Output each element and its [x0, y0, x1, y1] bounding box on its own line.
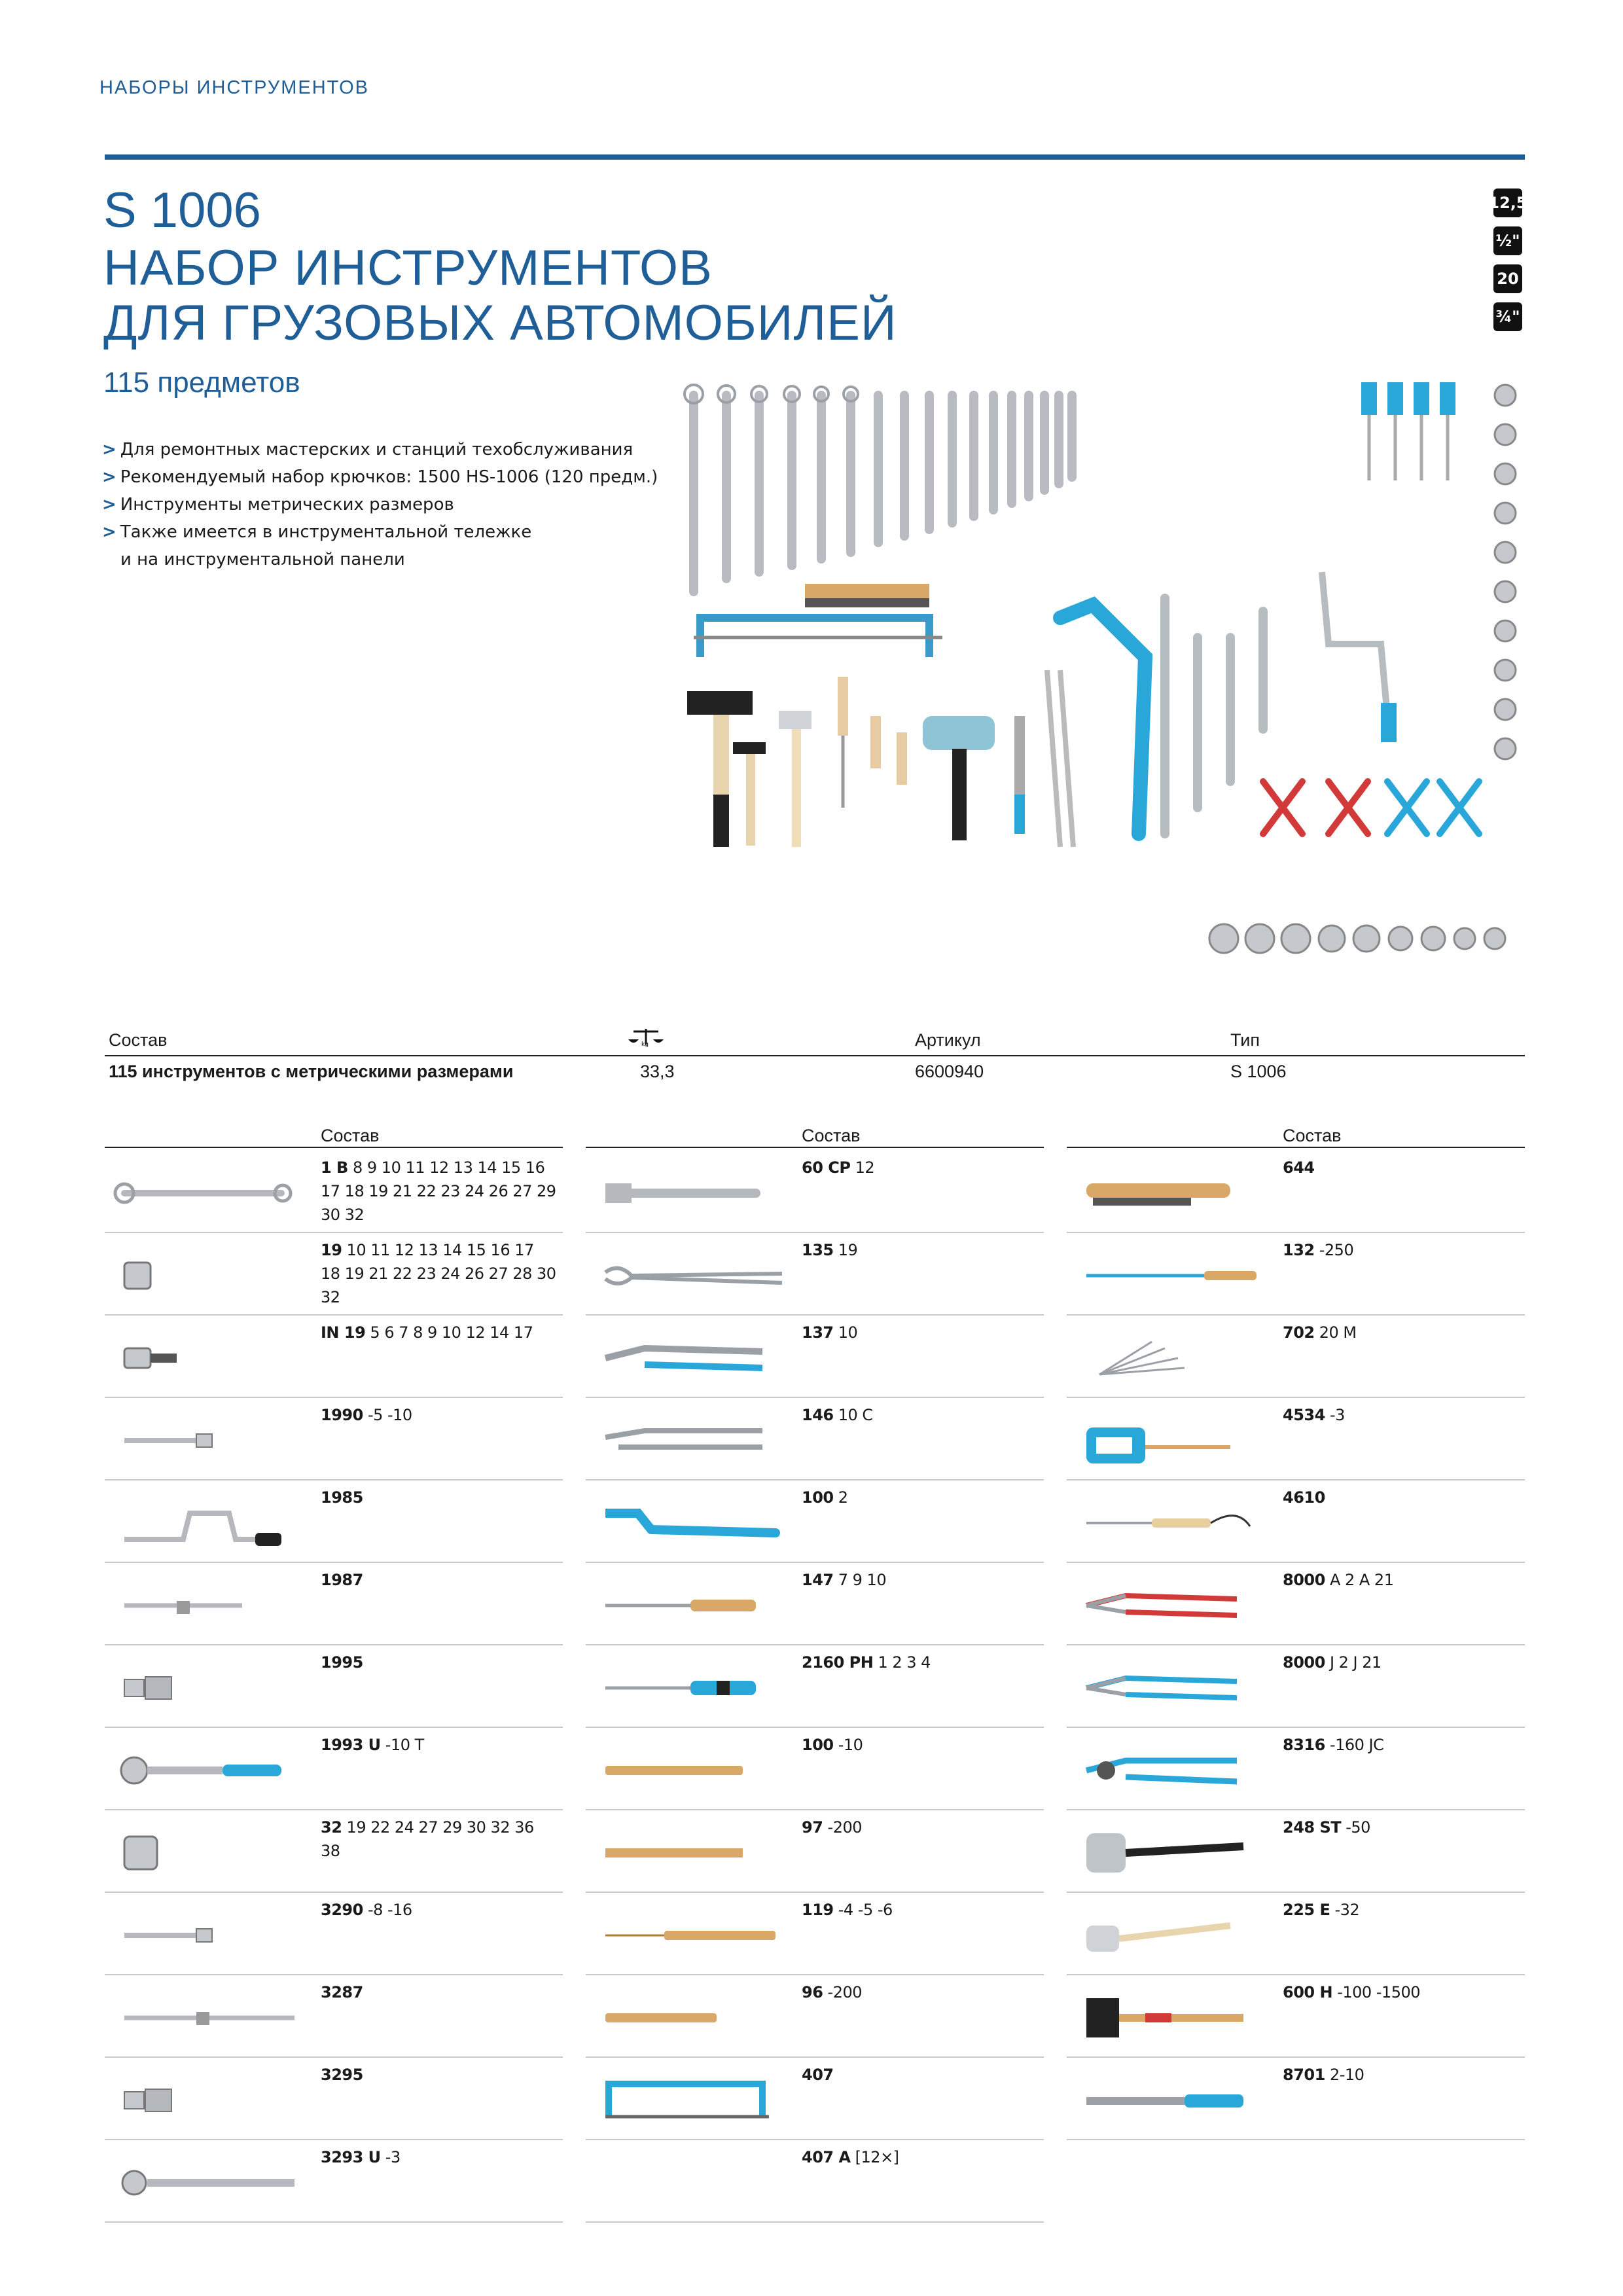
section-label: НАБОРЫ ИНСТРУМЕНТОВ: [99, 77, 369, 98]
component-row: [586, 1727, 1044, 1810]
component-sizes: 7 9 10: [838, 1571, 887, 1589]
component-code: 225 E: [1283, 1901, 1330, 1919]
component-text: [1283, 1321, 1518, 1344]
title-line-1: НАБОР ИНСТРУМЕНТОВ: [103, 240, 713, 296]
component-row: [105, 1314, 563, 1398]
component-sizes: -10 T: [385, 1736, 424, 1754]
component-sizes: 20 M: [1319, 1323, 1357, 1342]
soft-mallet-icon: [1073, 1823, 1270, 1882]
socket-column-icon: [1495, 385, 1516, 759]
arrow-icon: >: [102, 495, 116, 514]
component-code: 4610: [1283, 1488, 1325, 1507]
component-row: [1067, 1892, 1525, 1975]
cross-chisel-icon: [592, 1988, 789, 2047]
component-text: [802, 1568, 1037, 1592]
component-sizes: -100 -1500: [1337, 1983, 1421, 2001]
component-sizes: -5 -10: [367, 1406, 412, 1424]
component-row: [105, 1727, 563, 1810]
locking-pliers-icon: [592, 1329, 789, 1388]
component-row: [586, 1562, 1044, 1645]
pincers-icon: [592, 1246, 789, 1305]
component-code: IN 19: [321, 1323, 366, 1342]
component-row: [105, 1397, 563, 1480]
component-text: [802, 1403, 1037, 1427]
component-text: [321, 1898, 556, 1922]
socket-icon: [111, 1246, 308, 1305]
component-sizes: -8 -16: [367, 1901, 412, 1919]
component-row: [105, 1644, 563, 1728]
component-text: [1283, 1651, 1518, 1674]
column-head: Состав: [802, 1126, 861, 1145]
component-text: [1283, 1898, 1518, 1922]
component-text: [321, 1981, 556, 2004]
component-row: [105, 1562, 563, 1645]
title-line-2: ДЛЯ ГРУЗОВЫХ АВТОМОБИЛЕЙ: [103, 295, 897, 351]
component-code: 407: [802, 2066, 834, 2084]
component-code: 407 A: [802, 2148, 851, 2166]
component-text: [1283, 1156, 1518, 1179]
component-code: 100: [802, 1736, 834, 1754]
column-head-rule: [105, 1147, 563, 1148]
component-text: [802, 1486, 1037, 1509]
component-text: [321, 2145, 556, 2169]
component-sizes: -3: [1329, 1406, 1345, 1424]
product-code: S 1006: [103, 183, 261, 238]
component-sizes: 1 2 3 4: [878, 1653, 931, 1672]
test-lamp-icon: [1073, 1494, 1270, 1552]
summary-head-sostav: Состав: [109, 1030, 168, 1050]
component-sizes: -200: [827, 1983, 863, 2001]
drive-size-badge: 20: [1493, 264, 1522, 293]
component-text: [1283, 1486, 1518, 1509]
component-code: 702: [1283, 1323, 1315, 1342]
screwdriver-blue-icon: [592, 1659, 789, 1717]
component-text: [321, 1568, 556, 1592]
wire-brush-icon: [1073, 1164, 1270, 1223]
arrow-icon: >: [102, 467, 116, 487]
component-sizes: -4 -5 -6: [838, 1901, 893, 1919]
summary-sostav: 115 инструментов с метрическими размерами: [109, 1062, 514, 1081]
component-text: [1283, 1568, 1518, 1592]
component-code: 146: [802, 1406, 834, 1424]
feature-list: [102, 436, 658, 573]
screwdriver-set-icon: [779, 677, 907, 847]
drive-size-badge: ¾": [1493, 302, 1522, 331]
component-row: [586, 1809, 1044, 1893]
item-count: 115 предметов: [103, 367, 300, 399]
component-row: [105, 1149, 563, 1233]
component-sizes: -10: [838, 1736, 863, 1754]
component-text: [1283, 1733, 1518, 1757]
speed-brace-icon: [111, 1494, 308, 1552]
hacksaw-icon: [592, 2071, 789, 2130]
component-sizes: -50: [1346, 1818, 1370, 1837]
component-text: [802, 1733, 1037, 1757]
component-code: 19: [321, 1241, 342, 1259]
component-text: [1283, 1816, 1518, 1839]
component-row: [586, 1479, 1044, 1563]
component-text: [321, 1816, 556, 1863]
component-code: 132: [1283, 1241, 1315, 1259]
summary-weight: 33,3: [640, 1062, 675, 1081]
component-row: [105, 2139, 563, 2223]
side-cutter-icon: [1073, 1741, 1270, 1800]
component-row: [1067, 1314, 1525, 1398]
component-code: 1995: [321, 1653, 363, 1672]
component-sizes: 2-10: [1329, 2066, 1364, 2084]
component-text: [802, 1156, 1037, 1179]
file-icon: [1073, 2071, 1270, 2130]
component-sizes: 8 9 10 11 12 13 14 15 16 17 18 19 21 22 23 24 26 27 29 30 32: [321, 1158, 556, 1224]
component-text: [321, 2063, 556, 2087]
speed-brace-icon: [1322, 572, 1387, 716]
component-text: [321, 1651, 556, 1674]
drive-size-badge: 12,5: [1493, 188, 1522, 217]
component-sizes: 10 C: [838, 1406, 873, 1424]
component-code: 8000: [1283, 1571, 1325, 1589]
component-text: [802, 1651, 1037, 1674]
component-text: [321, 1321, 556, 1344]
component-row: [1067, 1727, 1525, 1810]
machinist-hammer-icon: [1073, 1988, 1270, 2047]
component-code: 96: [802, 1983, 823, 2001]
pipe-wrench-icon: [1060, 605, 1145, 834]
component-text: [321, 1403, 556, 1427]
component-row: [1067, 1397, 1525, 1480]
component-sizes: J 2 J 21: [1329, 1653, 1382, 1672]
hex-socket-icon: [111, 1329, 308, 1388]
component-code: 1990: [321, 1406, 363, 1424]
column-head: Состав: [321, 1126, 380, 1145]
component-row: [1067, 1974, 1525, 2058]
component-row: [586, 1974, 1044, 2058]
blue-screwdrivers-icon: [1361, 382, 1455, 480]
circlip-pliers-blue-icon: [1073, 1659, 1270, 1717]
component-code: 3290: [321, 1901, 363, 1919]
component-sizes: -3: [385, 2148, 401, 2166]
screwdriver-wood-icon: [592, 1576, 789, 1635]
component-text: [802, 1981, 1037, 2004]
feature-item-continued: и на инструментальной панели: [120, 550, 405, 569]
component-row: [586, 1149, 1044, 1233]
component-row: [1067, 1479, 1525, 1563]
component-code: 119: [802, 1901, 834, 1919]
component-text: [802, 1321, 1037, 1344]
component-code: 4534: [1283, 1406, 1325, 1424]
punch-icon: [592, 1741, 789, 1800]
component-code: 3295: [321, 2066, 363, 2084]
component-code: 644: [1283, 1158, 1315, 1177]
summary-head-article: Артикул: [915, 1030, 981, 1050]
component-text: [321, 1156, 556, 1227]
component-sizes: 10 11 12 13 14 15 16 17 18 19 21 22 23 24 26 27 28 30 32: [321, 1241, 556, 1306]
component-code: 1985: [321, 1488, 363, 1507]
component-row: [586, 2056, 1044, 2140]
component-row: [1067, 2056, 1525, 2140]
hammer-icon: [687, 691, 766, 847]
component-row: [586, 1644, 1044, 1728]
universal-joint-icon: [111, 2071, 308, 2130]
component-row: [586, 1892, 1044, 1975]
pipe-wrench-icon: [592, 1494, 789, 1552]
feature-item: > Для ремонтных мастерских и станций техобслуживания: [102, 440, 633, 459]
pin-punch-icon: [592, 1906, 789, 1965]
adjustable-wrench-icon: [592, 1164, 789, 1223]
component-code: 8316: [1283, 1736, 1325, 1754]
tool-set-photo: [674, 376, 1525, 978]
t-handle-long-icon: [111, 1988, 308, 2047]
column-head-rule: [1067, 1147, 1525, 1148]
component-sizes: 12: [855, 1158, 875, 1177]
socket-row-icon: [1209, 924, 1505, 953]
socket-bars-icon: [1165, 598, 1263, 834]
component-row: [1067, 1644, 1525, 1728]
component-row: [105, 1809, 563, 1893]
component-code: 135: [802, 1241, 834, 1259]
header-rule: [105, 154, 1525, 160]
component-code: 1987: [321, 1571, 363, 1589]
component-code: 248 ST: [1283, 1818, 1342, 1837]
component-text: [802, 1238, 1037, 1262]
universal-joint-icon: [111, 1659, 308, 1717]
component-row: [105, 1892, 563, 1975]
component-code: 60 CP: [802, 1158, 851, 1177]
component-sizes: 19: [838, 1241, 858, 1259]
component-code: 100: [802, 1488, 834, 1507]
component-sizes: A 2 A 21: [1329, 1571, 1394, 1589]
summary-rule: [105, 1055, 1525, 1056]
drive-size-badge: ½": [1493, 226, 1522, 255]
circlip-pliers-icon: [1263, 781, 1479, 834]
tape-measure-icon: [1073, 1411, 1270, 1470]
component-code: 32: [321, 1818, 342, 1837]
component-code: 3293 U: [321, 2148, 381, 2166]
ratchet-icon: [111, 1741, 308, 1800]
component-code: 600 H: [1283, 1983, 1333, 2001]
component-row: [586, 2139, 1044, 2223]
component-text: [802, 2063, 1037, 2087]
pincers-icon: [1047, 670, 1073, 847]
component-text: [802, 1898, 1037, 1922]
component-text: [1283, 1403, 1518, 1427]
combination-wrench-icon: [111, 1164, 308, 1223]
water-pump-pliers-icon: [592, 1411, 789, 1470]
component-text: [1283, 1981, 1518, 2004]
feature-item: > Инструменты метрических размеров: [102, 495, 454, 514]
component-code: 3287: [321, 1983, 363, 2001]
component-row: [1067, 1562, 1525, 1645]
component-row: [586, 1232, 1044, 1316]
component-text: [1283, 2063, 1518, 2087]
summary-head-type: Тип: [1230, 1030, 1260, 1050]
component-sizes: -32: [1334, 1901, 1360, 1919]
component-sizes: -200: [827, 1818, 863, 1837]
component-code: 1993 U: [321, 1736, 381, 1754]
component-row: [1067, 1232, 1525, 1316]
component-text: [1283, 1238, 1518, 1262]
component-sizes: -250: [1319, 1241, 1354, 1259]
column-head-rule: [586, 1147, 1044, 1148]
wire-brush-icon: [805, 584, 929, 600]
arrow-icon: >: [102, 440, 116, 459]
svg-text:kg: kg: [641, 1041, 649, 1047]
component-text: [802, 1816, 1037, 1839]
socket-large-icon: [111, 1823, 308, 1882]
component-sizes: 5 6 7 8 9 10 12 14 17: [370, 1323, 533, 1342]
component-row: [105, 1479, 563, 1563]
extension-bar-icon: [111, 1906, 308, 1965]
component-row: [105, 2056, 563, 2140]
t-handle-icon: [111, 1576, 308, 1635]
component-sizes: [12×]: [855, 2148, 899, 2166]
component-code: 8000: [1283, 1653, 1325, 1672]
extension-bar-icon: [111, 1411, 308, 1470]
component-code: 8701: [1283, 2066, 1325, 2084]
component-code: 97: [802, 1818, 823, 1837]
feeler-gauge-icon: [1073, 1329, 1270, 1388]
summary-type: S 1006: [1230, 1062, 1287, 1081]
component-code: 1 B: [321, 1158, 348, 1177]
component-code: 147: [802, 1571, 834, 1589]
component-row: [105, 1232, 563, 1316]
component-sizes: 2: [838, 1488, 848, 1507]
wrench-row-icon: [694, 395, 1072, 592]
component-code: 2160 PH: [802, 1653, 874, 1672]
component-row: [1067, 1149, 1525, 1233]
arrow-icon: >: [102, 522, 116, 542]
circlip-pliers-red-icon: [1073, 1576, 1270, 1635]
scale-kg-icon: [623, 1028, 669, 1047]
component-sizes: -160 JC: [1329, 1736, 1384, 1754]
component-text: [321, 1238, 556, 1309]
component-row: [586, 1314, 1044, 1398]
summary-article: 6600940: [915, 1062, 984, 1081]
ratchet-long-icon: [111, 2153, 308, 2212]
component-text: [321, 1733, 556, 1757]
column-head: Состав: [1283, 1126, 1342, 1145]
feature-item: > Рекомендуемый набор крючков: 1500 HS-1006 (120 предм.): [102, 467, 658, 487]
component-row: [1067, 1809, 1525, 1893]
plastic-hammer-icon: [1073, 1906, 1270, 1965]
chisel-icon: [592, 1823, 789, 1882]
scriber-icon: [1073, 1246, 1270, 1305]
component-sizes: 19 22 24 27 29 30 32 36 38: [321, 1818, 534, 1860]
feature-item: > Также имеется в инструментальной тележке: [102, 522, 532, 542]
component-row: [586, 1397, 1044, 1480]
component-text: [321, 1486, 556, 1509]
soft-mallet-icon: [923, 716, 995, 840]
component-row: [105, 1974, 563, 2058]
component-code: 137: [802, 1323, 834, 1342]
component-sizes: 10: [838, 1323, 858, 1342]
component-text: [802, 2145, 1037, 2169]
